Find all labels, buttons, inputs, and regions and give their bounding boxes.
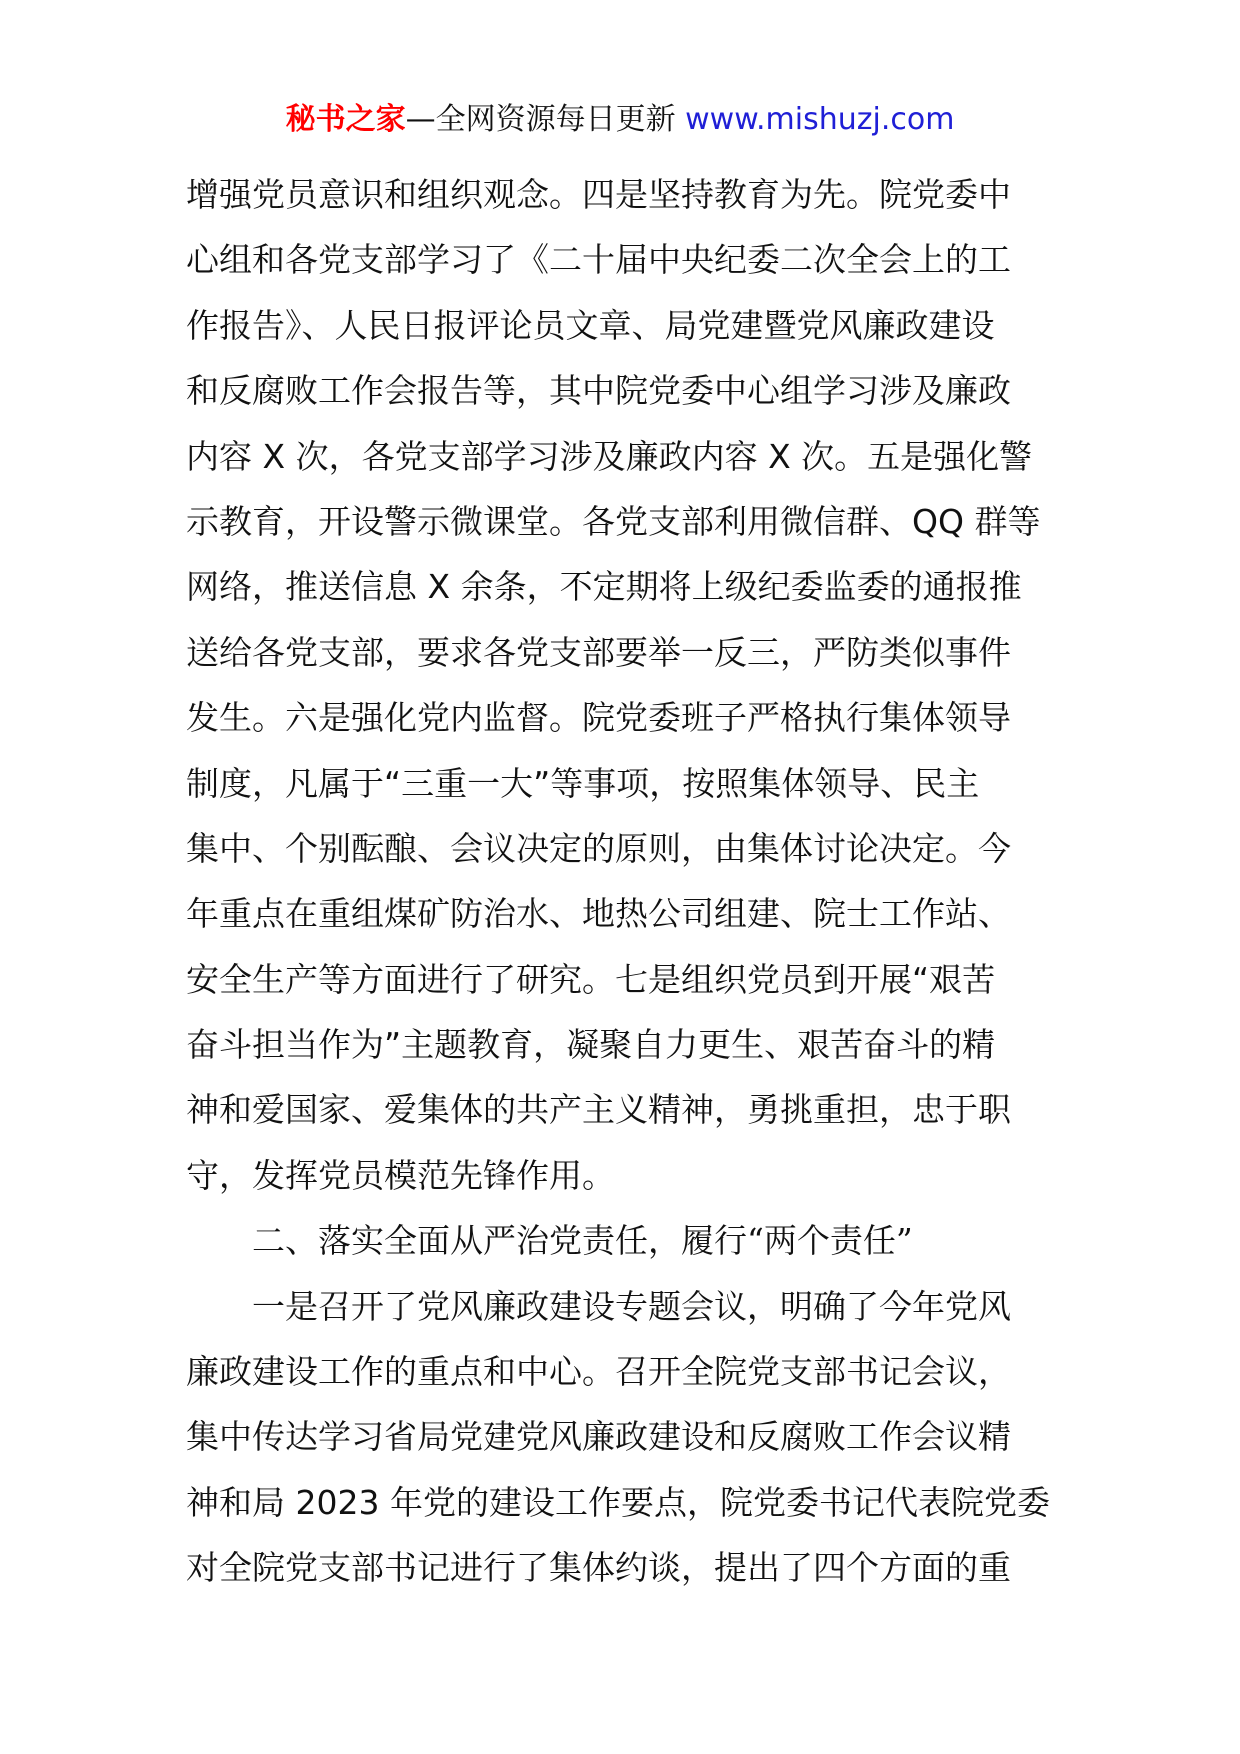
paragraph-line: 神和局 2023 年党的建设工作要点，院党委书记代表院党委: [186, 1482, 1050, 1522]
paragraph-line: 对全院党支部书记进行了集体约谈，提出了四个方面的重: [186, 1548, 1011, 1588]
body-line: 奋斗担当作为”主题教育，凝聚自力更生、艰苦奋斗的精: [186, 1025, 996, 1065]
paragraph-line: 集中传达学习省局党建党风廉政建设和反腐败工作会议精: [186, 1417, 1011, 1457]
paragraph-line: 廉政建设工作的重点和中心。召开全院党支部书记会议，: [186, 1352, 1011, 1392]
section-heading: 二、落实全面从严治党责任，履行“两个责任”: [252, 1221, 913, 1261]
body-line: 心组和各党支部学习了《二十届中央纪委二次全会上的工: [186, 240, 1011, 280]
body-line: 网络，推送信息 X 余条，不定期将上级纪委监委的通报推: [186, 567, 1022, 607]
body-line: 年重点在重组煤矿防治水、地热公司组建、院士工作站、: [186, 894, 1011, 934]
site-watermark-header: [0, 98, 1240, 142]
header-tagline: —全网资源每日更新: [405, 102, 686, 137]
body-line: 制度，凡属于“三重一大”等事项，按照集体领导、民主: [186, 763, 980, 803]
body-line: 集中、个别酝酿、会议决定的原则，由集体讨论决定。今: [186, 828, 1011, 868]
body-line: 和反腐败工作会报告等，其中院党委中心组学习涉及廉政: [186, 371, 1011, 411]
document-body: [186, 162, 1058, 1601]
body-line: 发生。六是强化党内监督。院党委班子严格执行集体领导: [186, 698, 1011, 738]
site-url: www.mishuzj.com: [685, 102, 955, 137]
body-line: 送给各党支部，要求各党支部要举一反三，严防类似事件: [186, 632, 1011, 672]
paragraph-line: 一是召开了党风廉政建设专题会议，明确了今年党风: [252, 1286, 1011, 1326]
brand-name: 秘书之家: [285, 102, 406, 137]
body-line: 示教育，开设警示微课堂。各党支部利用微信群、QQ 群等: [186, 501, 1041, 541]
body-line: 增强党员意识和组织观念。四是坚持教育为先。院党委中: [186, 175, 1011, 214]
body-line: 作报告》、人民日报评论员文章、局党建暨党风廉政建设: [186, 305, 995, 345]
body-line: 神和爱国家、爱集体的共产主义精神，勇挑重担，忠于职: [186, 1090, 1011, 1130]
body-line: 内容 X 次，各党支部学习涉及廉政内容 X 次。五是强化警: [186, 436, 1033, 476]
body-line: 安全生产等方面进行了研究。七是组织党员到开展“艰苦: [186, 959, 996, 999]
body-line: 守，发挥党员模范先锋作用。: [186, 1155, 615, 1195]
